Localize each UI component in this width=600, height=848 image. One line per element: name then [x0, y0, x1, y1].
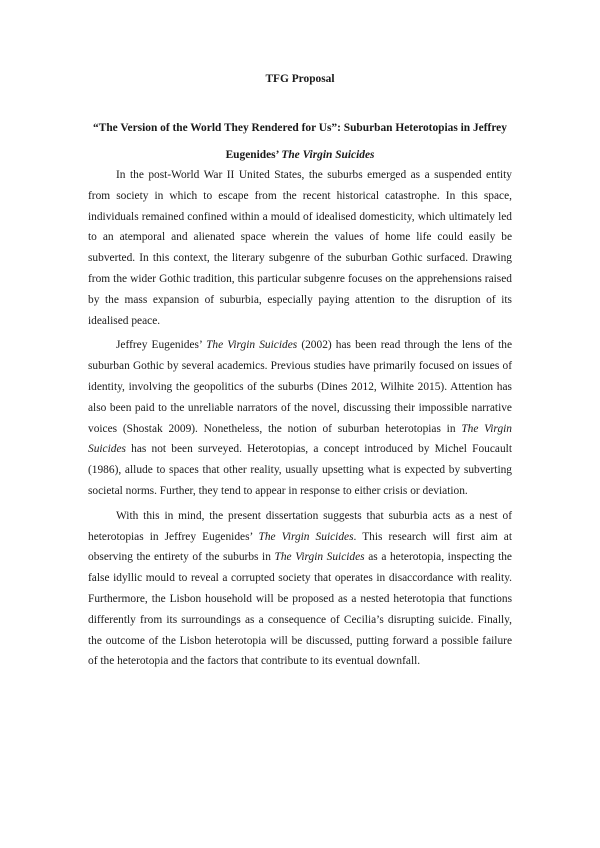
document-body [88, 165, 512, 672]
p3-text-a: With this in mind, the present dissertation suggests that suburbia acts as a nest of heterotopias in Jeffrey Eugenides’ [88, 509, 512, 543]
document-heading: TFG Proposal [265, 73, 335, 85]
paragraph-1: In the post-World War II United States, the suburbs emerged as a suspended entity from society in which to escape from the recent historical catastrophe. In this space, individuals remained confined within a mould of idealised domesticity, which ultimately led to an atemporal and alienated space wherein the values of home life could easily be subverted. In this context, the literary subgenre of the suburban Gothic surfaced. Drawing from the wider Gothic tradition, this particular subgenre focuses on the apprehensions raised by the mass expansion of suburbia, especially paying attention to the disruption of its idealised peace. [88, 169, 512, 327]
p2-text-a: Jeffrey Eugenides’ [116, 339, 202, 352]
paragraph-3 [88, 506, 512, 672]
p3-text-b: . This research will first aim at observing the entirety of the suburbs in [88, 530, 512, 564]
p2-text-b: (2002) has been read through the lens of the suburban Gothic by several academics. Previous studies have primarily focused on issues of identity, involving the geopolitics of the suburbs (Dines 2012, Wilhite 2015). Attention has also been paid to the unreliable narrators of the novel, discussing their impossible narrative voices (Shostak 2009). Nonetheless, the notion of suburban heterotopias in [88, 339, 512, 435]
p2-italic-1: The Virgin Suicides [206, 339, 298, 352]
paragraph-2 [88, 335, 512, 501]
p2-italic-2: The Virgin Suicides [88, 422, 512, 456]
p3-italic-2: The Virgin Suicides [274, 551, 365, 564]
p2-text-c: has not been surveyed. Heterotopias, a concept introduced by Michel Foucault (1986), allude to spaces that other reality, usually upsetting what is expected by subverting societal norms. Further, they tend to appear in response to either crisis or deviation. [88, 443, 512, 497]
title-italic: The Virgin Suicides [281, 149, 375, 161]
p3-text-c: as a heterotopia, inspecting the false idyllic mould to reveal a corrupted society that operates in disaccordance with reality. Furthermore, the Lisbon household will be proposed as a nested heterotopia that functions differently from its surroundings as a consequence of Cecilia’s disrupting suicide. Finally, the outcome of the Lisbon heterotopia will be discussed, putting forward a possible failure of the heterotopia and the factors that contribute to its eventual downfall. [88, 551, 512, 668]
document-title [88, 115, 512, 169]
title-text: “The Version of the World They Rendered for Us”: Suburban Heterotopias in Jeffrey Eugenides’ [93, 122, 507, 161]
p3-italic-1: The Virgin Suicides [258, 530, 354, 543]
